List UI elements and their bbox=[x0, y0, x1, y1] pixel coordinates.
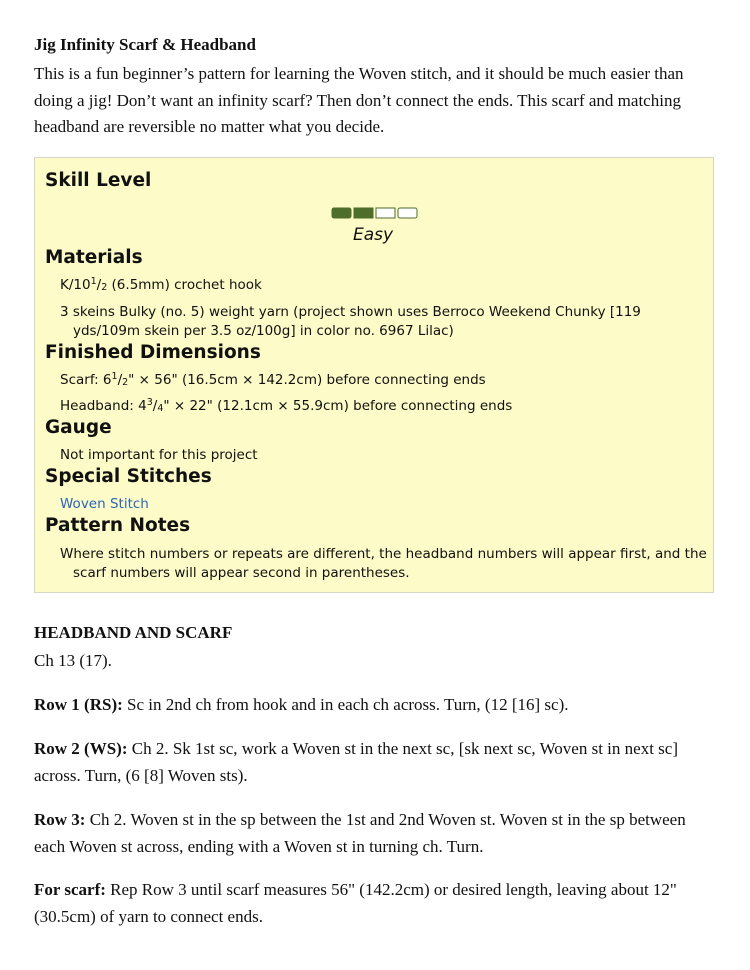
special-stitches-heading: Special Stitches bbox=[45, 466, 212, 487]
pattern-notes-heading: Pattern Notes bbox=[45, 515, 191, 536]
dimensions-scarf: Scarf: $6^1/_2$" × 56" (16.5cm × 142.2cm) before connecting ends bbox=[60, 371, 486, 388]
skill-cell-empty bbox=[376, 208, 395, 218]
scarf-instruction: For scarf: Rep Row 3 until scarf measures 56" (142.2cm) or desired length, leaving about 12" (30.5cm) of yarn to connect ends. bbox=[34, 880, 677, 926]
skill-cell-filled bbox=[332, 208, 351, 218]
row-1-instruction: Row 1 (RS): Sc in 2nd ch from hook and in each ch across. Turn, (12 [16] sc). bbox=[34, 695, 569, 714]
finished-dimensions-heading: Finished Dimensions bbox=[45, 342, 261, 363]
chain-instruction: Ch 13 (17). bbox=[34, 651, 112, 670]
gauge-heading: Gauge bbox=[45, 417, 112, 438]
pattern-title: Jig Infinity Scarf & Headband bbox=[34, 35, 256, 54]
skill-cell-empty bbox=[398, 208, 417, 218]
pattern-notes-line2: scarf numbers will appear second in parentheses. bbox=[73, 565, 410, 581]
materials-hook: $K/10^1/_2$ (6.5mm) crochet hook bbox=[60, 276, 262, 293]
section-heading: HEADBAND AND SCARF bbox=[34, 623, 233, 642]
materials-heading: Materials bbox=[45, 247, 143, 268]
dimensions-headband: Headband: $4^3/_4$" × 22" (12.1cm × 55.9cm) before connecting ends bbox=[60, 397, 513, 414]
pattern-notes-line1: Where stitch numbers or repeats are different, the headband numbers will appear first, and the bbox=[60, 546, 707, 562]
skill-level-heading: Skill Level bbox=[45, 170, 152, 191]
row-3-instruction: Row 3: Ch 2. Woven st in the sp between the 1st and 2nd Woven st. Woven st in the sp between each Woven st across, ending with a Woven st in turning ch. Turn. bbox=[34, 810, 686, 856]
woven-stitch-link[interactable]: Woven Stitch bbox=[60, 496, 149, 512]
skill-level-meter-icon bbox=[331, 207, 421, 219]
gauge-text: Not important for this project bbox=[60, 447, 258, 463]
pattern-info-box bbox=[34, 157, 714, 593]
row-2-instruction: Row 2 (WS): Ch 2. Sk 1st sc, work a Woven st in the next sc, [sk next sc, Woven st in next sc] across. Turn, (6 [8] Woven sts). bbox=[34, 739, 678, 785]
intro-paragraph: This is a fun beginner’s pattern for learning the Woven stitch, and it should be much easier than doing a jig! Don’t want an infinity scarf? Then don’t connect the ends. This scarf and matching headband are reversible no matter what you decide. bbox=[34, 64, 684, 136]
materials-yarn-line2: yds/109m skein per 3.5 oz/100g] in color no. 6967 Lilac) bbox=[73, 323, 454, 339]
skill-cell-filled bbox=[354, 208, 373, 218]
skill-level-value: Easy bbox=[353, 225, 394, 245]
materials-yarn-line1: 3 skeins Bulky (no. 5) weight yarn (project shown uses Berroco Weekend Chunky [119 bbox=[60, 304, 641, 320]
